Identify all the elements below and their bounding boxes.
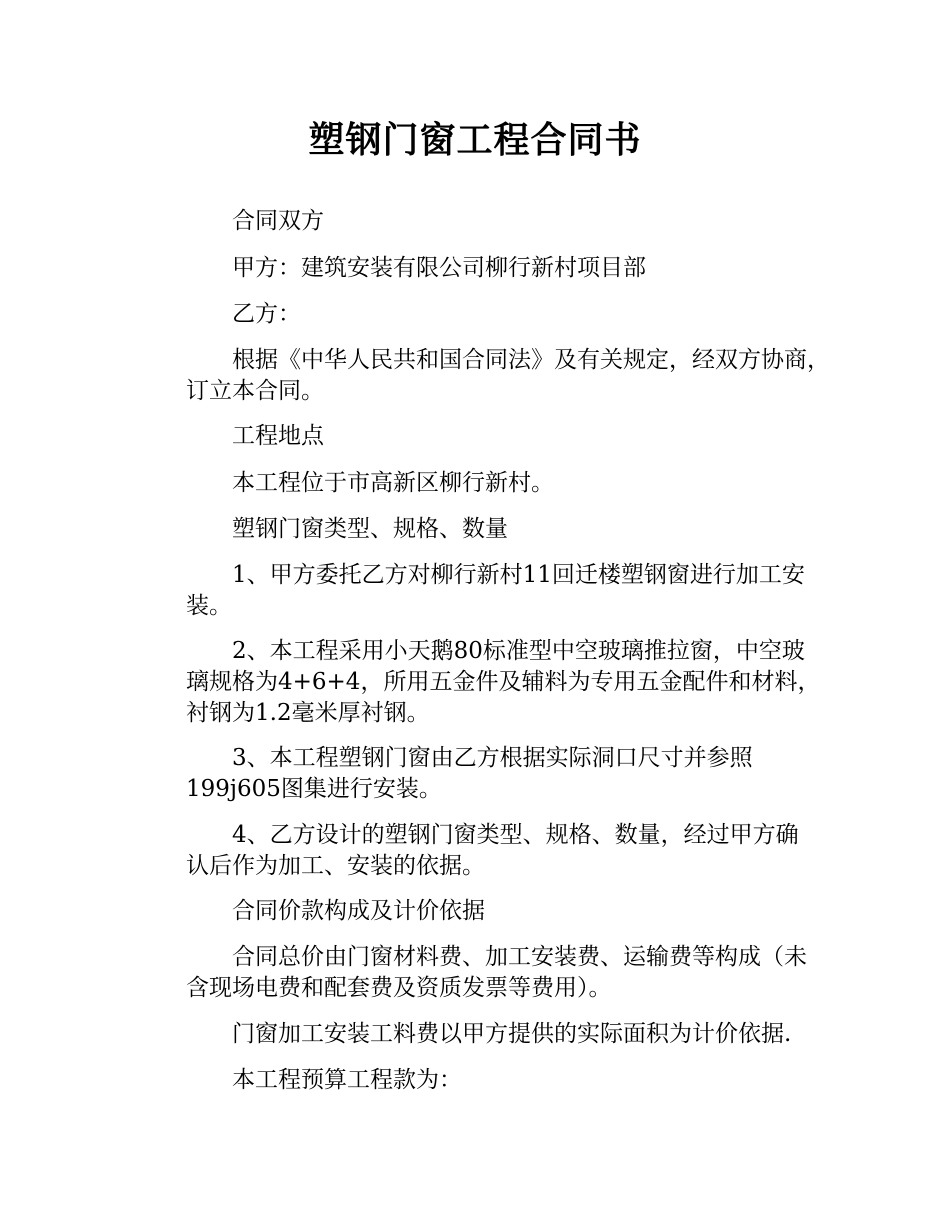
paragraph-item-3 — [140, 743, 830, 805]
text-line: 含现场电费和配套费及资质发票等费用）。 — [186, 975, 612, 1001]
text-line: 乙方： — [232, 301, 301, 327]
text-line: 塑钢门窗类型、规格、数量 — [232, 516, 508, 542]
text-line: 合同价款构成及计价依据 — [232, 898, 485, 924]
paragraph-item-2 — [140, 636, 830, 729]
document-title: 塑钢门窗工程合同书 — [308, 120, 642, 161]
paragraph-parties-heading — [140, 206, 830, 237]
paragraph-party-b — [140, 299, 830, 330]
paragraph-party-a — [140, 253, 830, 284]
text-line: 衬钢为1.2毫米厚衬钢。 — [186, 700, 430, 726]
text-line: 订立本合同。 — [186, 378, 324, 404]
paragraph-legal-basis — [140, 345, 830, 407]
text-line: 根据《中华人民共和国合同法》及有关规定，经双方协商， — [232, 347, 830, 373]
paragraph-budget — [140, 1065, 830, 1096]
paragraph-price-heading — [140, 896, 830, 927]
paragraph-location-heading — [140, 421, 830, 452]
text-line: 门窗加工安装工料费以甲方提供的实际面积为计价依据. — [232, 1021, 792, 1047]
text-line: 本工程预算工程款为： — [232, 1067, 462, 1093]
paragraph-item-1 — [140, 560, 830, 622]
text-line: 199j605图集进行安装。 — [186, 776, 442, 802]
text-line: 璃规格为4+6+4，所用五金件及辅料为专用五金配件和材料， — [186, 669, 821, 695]
paragraph-location — [140, 468, 830, 499]
paragraph-item-4 — [140, 820, 830, 882]
paragraph-types-heading — [140, 514, 830, 545]
text-line: 2、本工程采用小天鹅80标准型中空玻璃推拉窗，中空玻 — [232, 638, 805, 664]
text-line: 3、本工程塑钢门窗由乙方根据实际洞口尺寸并参照 — [232, 745, 753, 771]
text-line: 4、乙方设计的塑钢门窗类型、规格、数量，经过甲方确 — [232, 822, 799, 848]
text-line: 甲方：建筑安装有限公司柳行新村项目部 — [232, 255, 646, 281]
text-line: 1、甲方委托乙方对柳行新村11回迁楼塑钢窗进行加工安 — [232, 562, 805, 588]
text-line: 装。 — [186, 593, 232, 619]
paragraph-price-basis — [140, 1019, 830, 1050]
text-line: 本工程位于市高新区柳行新村。 — [232, 470, 554, 496]
text-line: 合同总价由门窗材料费、加工安装费、运输费等构成（未 — [232, 944, 807, 970]
paragraph-price-composition — [140, 942, 830, 1004]
text-line: 合同双方 — [232, 208, 324, 234]
text-line: 工程地点 — [232, 423, 324, 449]
text-line: 认后作为加工、安装的依据。 — [186, 853, 485, 879]
